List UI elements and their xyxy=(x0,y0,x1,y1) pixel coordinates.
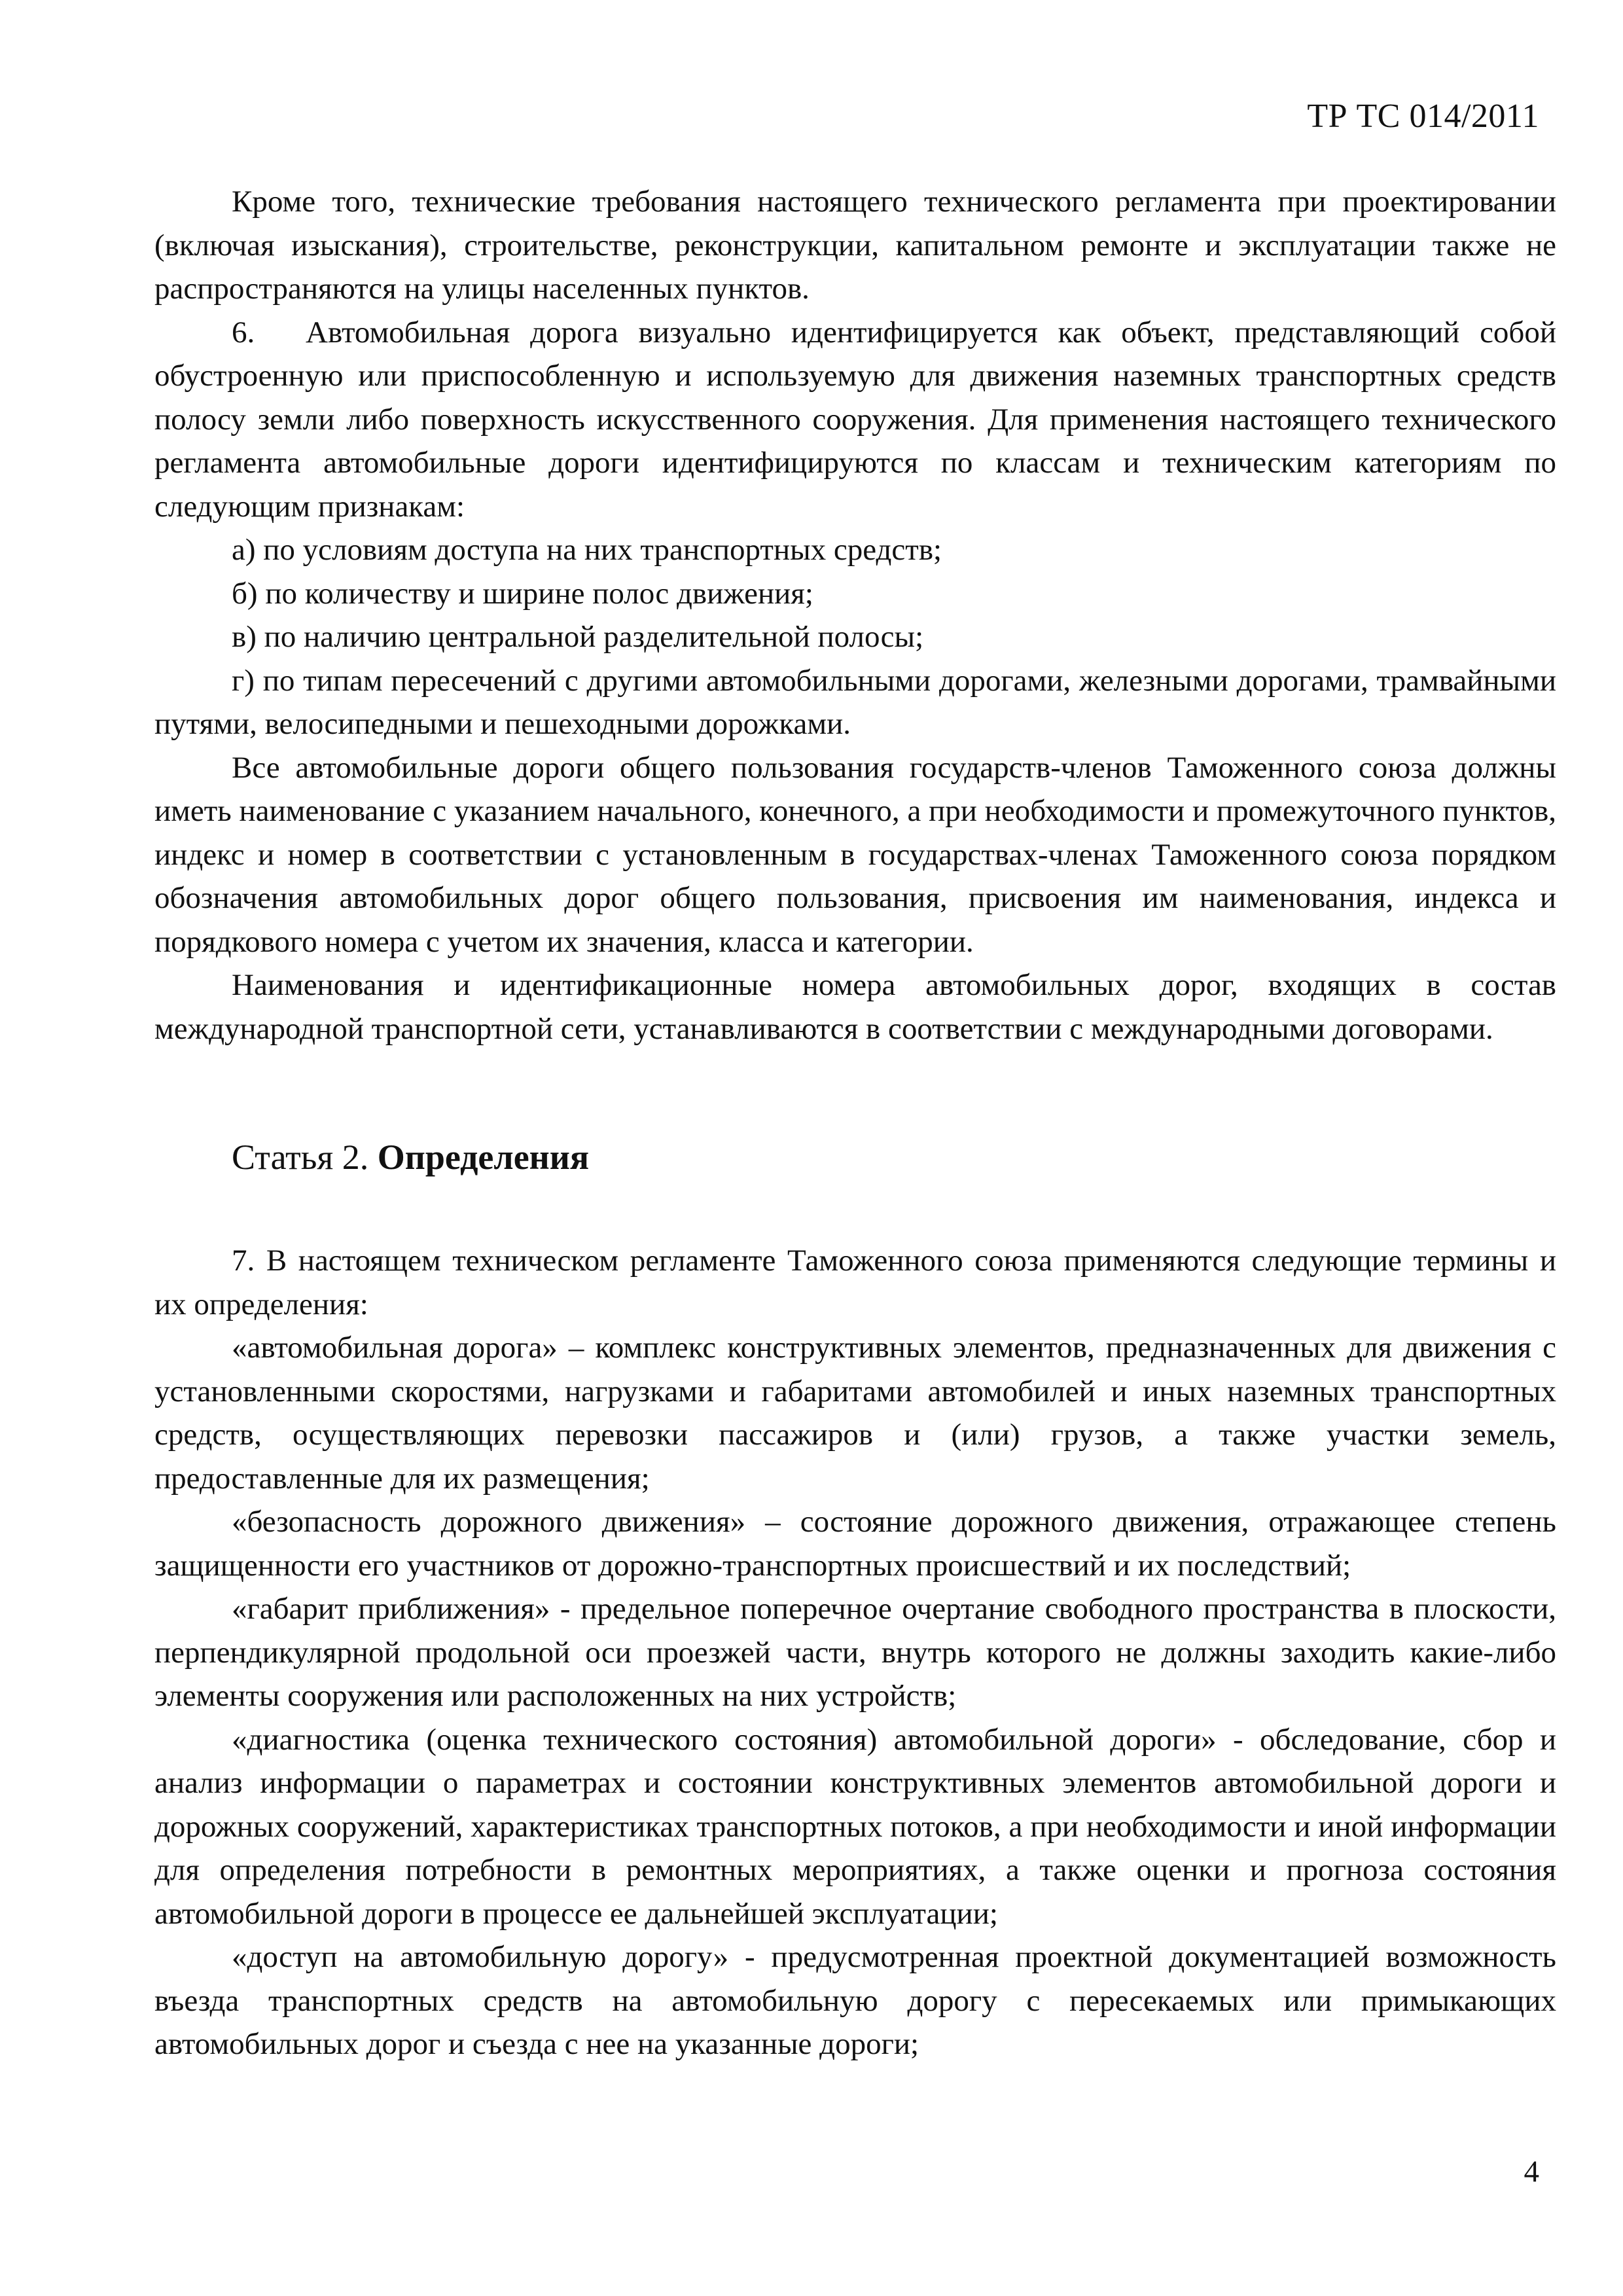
definition-item: «габарит приближения» - предельное поперечное очертание свободного пространства в плоскости, перпендикулярной продольной оси проезжей части, внутрь которого не должны заходить какие-либо элементы сооружения или расположенных на них устройств; xyxy=(154,1592,1556,1713)
section-prefix: Статья 2. xyxy=(232,1138,378,1177)
paragraph: Все автомобильные дороги общего пользования государств-членов Таможенного союза должны иметь наименование с указанием начального, конечного, а при необходимости и промежуточного пунктов, индекс и номер в соответствии с установленным в государствах-членах Таможенного союза порядком обозначения автомобильных дорог общего пользования, присвоения им наименования, индекса и порядкового номера с учетом их значения, класса и категории. xyxy=(154,750,1556,959)
paragraph: Кроме того, технические требования настоящего технического регламента при проектировании (включая изыскания), строительстве, реконструкции, капитальном ремонте и эксплуатации также не распространяются на улицы населенных пунктов. xyxy=(154,185,1556,306)
definition-item: «доступ на автомобильную дорогу» - предусмотренная проектной документацией возможность въезда транспортных средств на автомобильную дорогу с пересекаемых или примыкающих автомобильных дорог и съезда с нее на указанные дороги; xyxy=(154,1940,1556,2061)
definition-item: «диагностика (оценка технического состояния) автомобильной дороги» - обследование, сбор и анализ информации о параметрах и состоянии конструктивных элементов автомобильной дороги и дорожных сооружений, характеристиках транспортных потоков, а при необходимости и иной информации для определения потребности в ремонтных мероприятиях, а также оценки и прогноза состояния автомобильной дороги в процессе ее дальнейшей эксплуатации; xyxy=(154,1722,1556,1931)
definition-item: «автомобильная дорога» – комплекс конструктивных элементов, предназначенных для движения с установленными скоростями, нагрузками и габаритами автомобилей и иных наземных транспортных средств, осуществляющих перевозки пассажиров и (или) грузов, а также участки земель, предоставленные для их размещения; xyxy=(154,1331,1556,1496)
section-title: Определения xyxy=(377,1138,590,1177)
paragraph: Наименования и идентификационные номера автомобильных дорог, входящих в состав международной транспортной сети, устанавливаются в соответствии с международными договорами. xyxy=(154,968,1556,1046)
document-code: ТР ТС 014/2011 xyxy=(1307,98,1539,135)
list-item: в) по наличию центральной разделительной полосы; xyxy=(232,620,924,654)
section-heading xyxy=(154,1136,1556,1179)
paragraph: 6. Автомобильная дорога визуально идентифицируется как объект, представляющий собой обустроенную или приспособленную и используемую для движения наземных транспортных средств полосу земли либо поверхность искусственного сооружения. Для применения настоящего технического регламента автомобильные дороги идентифицируются по классам и техническим категориям по следующим признакам: xyxy=(154,315,1556,524)
list-item: г) по типам пересечений с другими автомобильными дорогами, железными дорогами, трамвайными путями, велосипедными и пешеходными дорожками. xyxy=(154,663,1556,741)
list-item: б) по количеству и ширине полос движения; xyxy=(232,576,813,611)
paragraph: 7. В настоящем техническом регламенте Таможенного союза применяются следующие термины и их определения: xyxy=(154,1244,1556,1321)
page-number: 4 xyxy=(1524,2155,1539,2189)
document-body xyxy=(154,180,1556,2066)
list-item: а) по условиям доступа на них транспортных средств; xyxy=(232,533,942,567)
definition-item: «безопасность дорожного движения» – состояние дорожного движения, отражающее степень защищенности его участников от дорожно-транспортных происшествий и их последствий; xyxy=(154,1505,1556,1583)
